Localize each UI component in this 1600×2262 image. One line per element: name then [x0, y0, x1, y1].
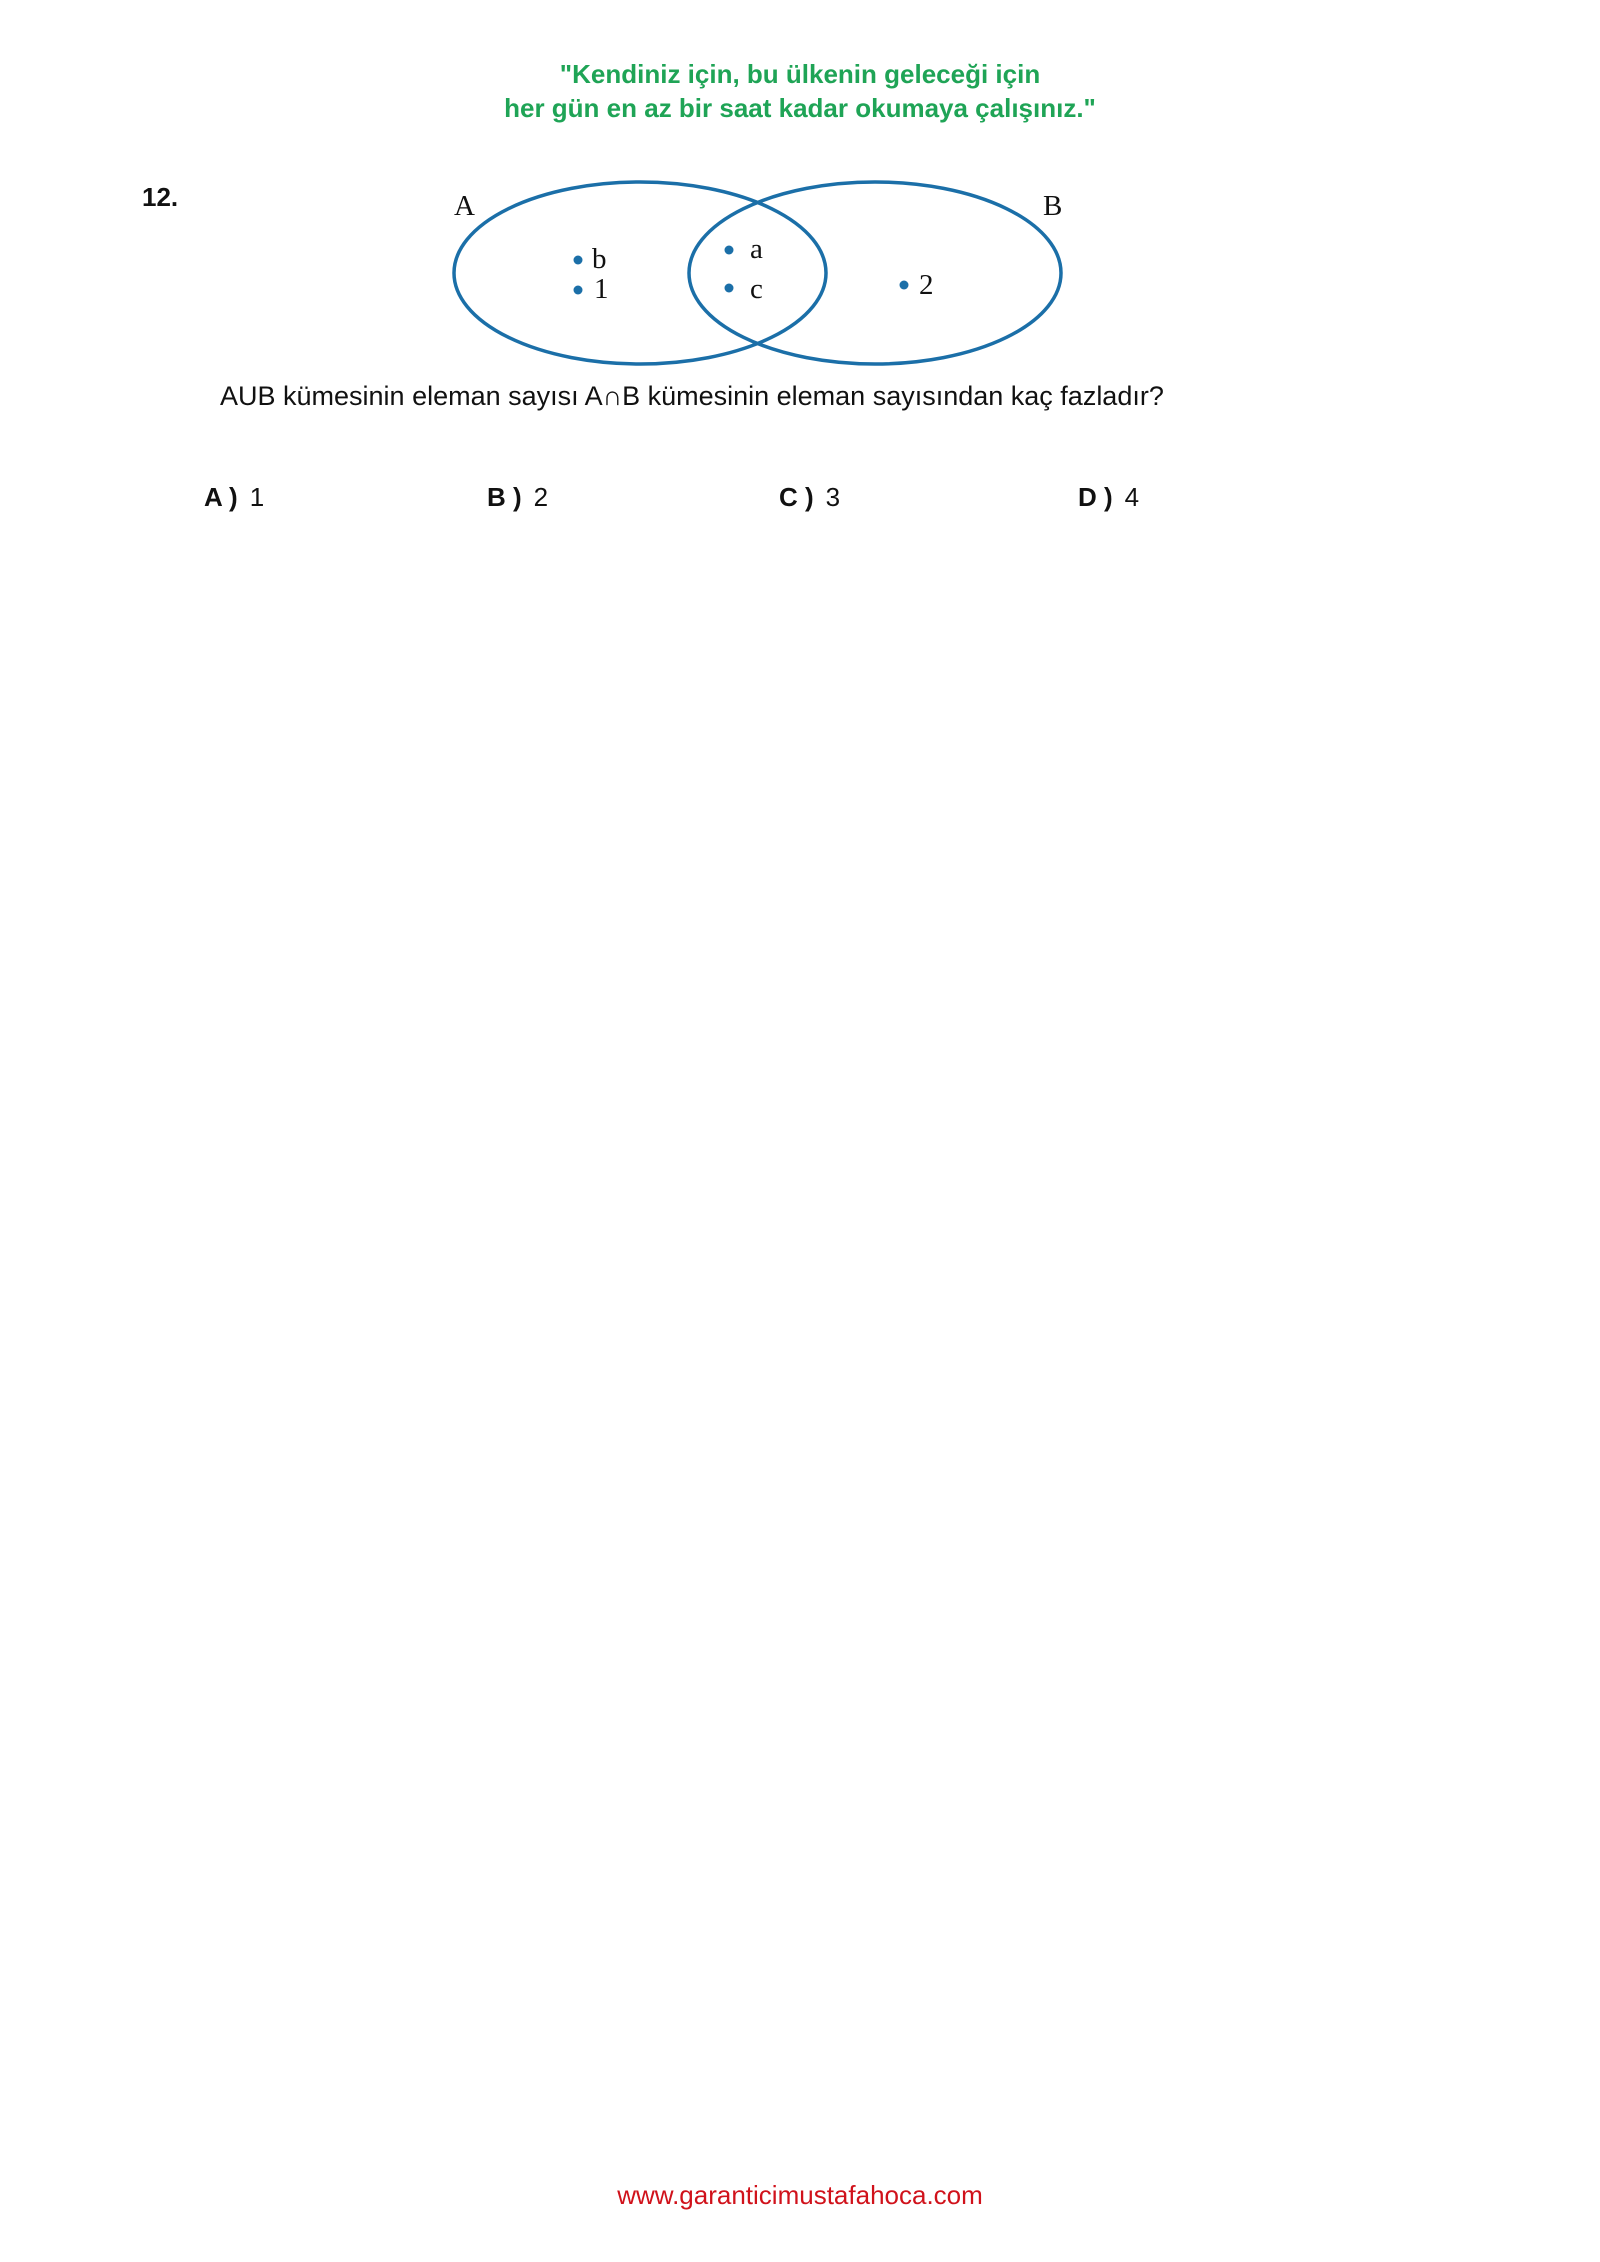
footer-url[interactable]: www.garanticimustafahoca.com	[617, 2180, 983, 2210]
element-dot-b	[574, 256, 583, 265]
choice-b[interactable]	[487, 480, 548, 514]
choice-c[interactable]	[779, 480, 840, 514]
choice-a-value: 1	[249, 482, 265, 512]
element-label-2: 2	[919, 269, 934, 301]
choice-b-letter: B )	[487, 482, 522, 512]
choice-d[interactable]	[1078, 480, 1139, 514]
element-label-c: c	[750, 273, 763, 305]
motto-line-1: "Kendiniz için, bu ülkenin geleceği için	[559, 59, 1041, 89]
choice-a[interactable]	[204, 480, 264, 514]
set-a-ellipse	[454, 182, 826, 364]
choice-c-letter: C )	[779, 482, 814, 512]
set-b-ellipse	[689, 182, 1061, 364]
set-b-label: B	[1043, 190, 1063, 222]
choice-d-letter: D )	[1078, 482, 1113, 512]
choice-a-letter: A )	[204, 482, 238, 512]
element-label-a: a	[750, 233, 763, 265]
element-label-1: 1	[594, 273, 609, 305]
question-text: AUB kümesinin eleman sayısı A∩B kümesinin eleman sayısından kaç fazladır?	[220, 381, 1164, 411]
set-a-label: A	[454, 190, 475, 222]
venn-diagram	[0, 0, 1600, 400]
element-dot-c	[725, 284, 734, 293]
choice-c-value: 3	[825, 482, 841, 512]
element-label-b: b	[592, 243, 607, 275]
element-dot-a	[725, 246, 734, 255]
choice-d-value: 4	[1124, 482, 1140, 512]
element-dot-1	[574, 286, 583, 295]
choice-b-value: 2	[533, 482, 549, 512]
question-number: 12.	[142, 182, 179, 212]
element-dot-2	[900, 281, 909, 290]
motto-line-2: her gün en az bir saat kadar okumaya çalışınız."	[504, 93, 1096, 123]
